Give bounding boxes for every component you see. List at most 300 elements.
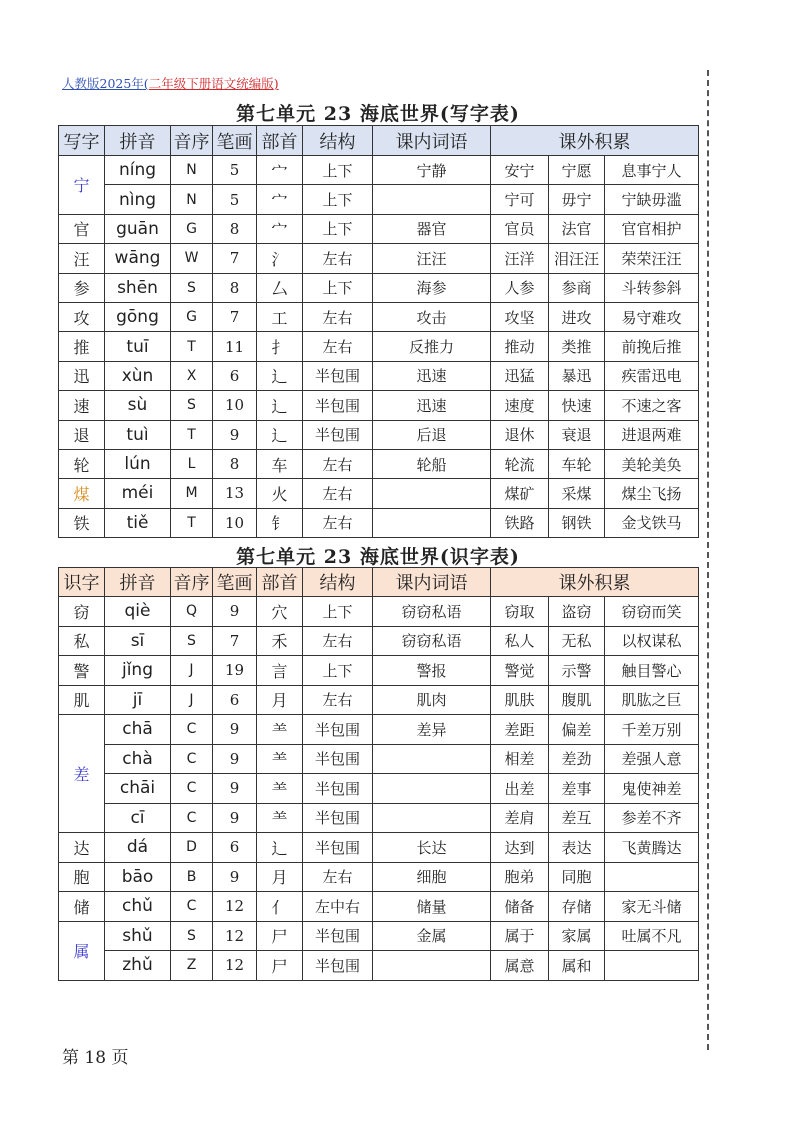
pinyin-cell: shēn [105,273,171,302]
table-row [59,361,699,390]
kewai-word-1: 差肩 [491,803,549,833]
kewai-idiom: 不速之客 [605,391,699,420]
kenei-cell: 攻击 [373,302,491,331]
pinyin-cell: nìng [105,185,171,214]
kewai-word-2: 泪汪汪 [549,244,605,273]
header-bushou: 部首 [257,568,303,597]
kewai-word-1: 储备 [491,892,549,922]
kewai-idiom: 鬼使神差 [605,774,699,804]
kewai-idiom: 参差不齐 [605,803,699,833]
table-row [59,391,699,420]
yinxu-cell: M [171,479,213,508]
kewai-word-2: 存储 [549,892,605,922]
jiegou-cell: 半包围 [303,803,373,833]
header-read-char: 识字 [59,568,105,597]
pinyin-cell: sī [105,626,171,656]
bushou-cell: 钅 [257,508,303,537]
bihua-cell: 7 [213,626,257,656]
kewai-word-1: 人参 [491,273,549,302]
char-cell: 推 [59,332,105,361]
char-cell: 铁 [59,508,105,537]
bushou-cell: 禾 [257,626,303,656]
pinyin-cell: chà [105,744,171,774]
kenei-cell [373,951,491,981]
pinyin-cell: shǔ [105,921,171,951]
pinyin-cell: méi [105,479,171,508]
header-kenei: 课内词语 [373,568,491,597]
kewai-word-1: 私人 [491,626,549,656]
pinyin-cell: zhǔ [105,951,171,981]
kewai-word-2: 进攻 [549,302,605,331]
bihua-cell: 7 [213,302,257,331]
kewai-word-1: 汪洋 [491,244,549,273]
kewai-word-1: 窃取 [491,597,549,627]
kewai-word-2: 差劲 [549,744,605,774]
kewai-idiom: 斗转参斜 [605,273,699,302]
char-cell: 属 [59,921,105,980]
table-row [59,685,699,715]
pinyin-cell: jī [105,685,171,715]
table-row [59,244,699,273]
write-table-title: 第七单元 23 海底世界(写字表) [236,103,520,125]
kewai-word-2: 盗窃 [549,597,605,627]
yinxu-cell: B [171,862,213,892]
table-row [59,892,699,922]
kewai-word-1: 官员 [491,214,549,243]
kenei-cell: 汪汪 [373,244,491,273]
yinxu-cell: D [171,833,213,863]
yinxu-cell: G [171,302,213,331]
binding-dashed-line [707,70,709,1050]
bushou-cell: 辶 [257,833,303,863]
header-yinxu: 音序 [171,568,213,597]
bihua-cell: 5 [213,185,257,214]
kewai-word-1: 攻坚 [491,302,549,331]
bushou-cell: 宀 [257,185,303,214]
kewai-word-1: 铁路 [491,508,549,537]
bihua-cell: 10 [213,508,257,537]
bushou-cell: 扌 [257,332,303,361]
kewai-idiom: 荣荣汪汪 [605,244,699,273]
jiegou-cell: 上下 [303,185,373,214]
kewai-word-1: 退休 [491,420,549,449]
bihua-cell: 6 [213,361,257,390]
kewai-word-1: 属意 [491,951,549,981]
kenei-cell: 储量 [373,892,491,922]
jiegou-cell: 半包围 [303,833,373,863]
pinyin-cell: qiè [105,597,171,627]
yinxu-cell: C [171,803,213,833]
kewai-word-1: 宁可 [491,185,549,214]
kewai-idiom: 进退两难 [605,420,699,449]
jiegou-cell: 左右 [303,479,373,508]
char-cell: 官 [59,214,105,243]
pinyin-cell: wāng [105,244,171,273]
kenei-cell: 迅速 [373,361,491,390]
kewai-word-2: 示警 [549,656,605,686]
pinyin-cell: sù [105,391,171,420]
header-kewai: 课外积累 [491,126,699,156]
yinxu-cell: S [171,626,213,656]
jiegou-cell: 半包围 [303,921,373,951]
table-row [59,508,699,537]
kenei-cell [373,744,491,774]
bihua-cell: 8 [213,214,257,243]
kewai-word-2: 衰退 [549,420,605,449]
jiegou-cell: 半包围 [303,391,373,420]
pinyin-cell: xùn [105,361,171,390]
kewai-word-2: 家属 [549,921,605,951]
kenei-cell: 窃窃私语 [373,626,491,656]
yinxu-cell: G [171,214,213,243]
kenei-cell: 肌肉 [373,685,491,715]
jiegou-cell: 上下 [303,597,373,627]
yinxu-cell: L [171,449,213,478]
pinyin-cell: chā [105,715,171,745]
table-row [59,774,699,804]
bushou-cell: ⺷ [257,744,303,774]
kewai-idiom: 触目警心 [605,656,699,686]
header-jiegou: 结构 [303,568,373,597]
kewai-word-1: 煤矿 [491,479,549,508]
kewai-word-2: 参商 [549,273,605,302]
table-row [59,479,699,508]
jiegou-cell: 半包围 [303,361,373,390]
char-cell: 差 [59,715,105,833]
bihua-cell: 9 [213,715,257,745]
char-cell: 轮 [59,449,105,478]
jiegou-cell: 上下 [303,156,373,185]
bushou-cell: 宀 [257,156,303,185]
yinxu-cell: T [171,420,213,449]
table-row [59,951,699,981]
table-row [59,656,699,686]
bihua-cell: 7 [213,244,257,273]
kenei-cell: 差异 [373,715,491,745]
pinyin-cell: gōng [105,302,171,331]
kewai-word-1: 差距 [491,715,549,745]
kewai-word-1: 速度 [491,391,549,420]
bushou-cell: 车 [257,449,303,478]
bihua-cell: 12 [213,921,257,951]
bushou-cell: 工 [257,302,303,331]
kewai-idiom [605,862,699,892]
bihua-cell: 9 [213,862,257,892]
bihua-cell: 9 [213,597,257,627]
kewai-idiom: 以权谋私 [605,626,699,656]
table-row [59,273,699,302]
kewai-idiom: 易守难攻 [605,302,699,331]
pinyin-cell: tiě [105,508,171,537]
table-row [59,597,699,627]
jiegou-cell: 半包围 [303,774,373,804]
header-bushou: 部首 [257,126,303,156]
bushou-cell: 月 [257,685,303,715]
kewai-word-2: 偏差 [549,715,605,745]
kewai-word-1: 安宁 [491,156,549,185]
pinyin-cell: tuì [105,420,171,449]
pinyin-cell: lún [105,449,171,478]
pinyin-cell: níng [105,156,171,185]
kewai-word-1: 相差 [491,744,549,774]
kewai-word-2: 属和 [549,951,605,981]
table-row [59,185,699,214]
pinyin-cell: chāi [105,774,171,804]
kewai-idiom: 息事宁人 [605,156,699,185]
kenei-cell: 反推力 [373,332,491,361]
yinxu-cell: S [171,273,213,302]
char-cell: 私 [59,626,105,656]
edition-prefix: 人教版2025年( [62,76,149,91]
kewai-idiom: 吐属不凡 [605,921,699,951]
yinxu-cell: S [171,391,213,420]
jiegou-cell: 左右 [303,244,373,273]
jiegou-cell: 左右 [303,332,373,361]
bushou-cell: 月 [257,862,303,892]
yinxu-cell: S [171,921,213,951]
bihua-cell: 12 [213,951,257,981]
char-cell: 窃 [59,597,105,627]
kenei-cell [373,774,491,804]
bihua-cell: 9 [213,420,257,449]
bushou-cell: 宀 [257,214,303,243]
kewai-word-2: 毋宁 [549,185,605,214]
kenei-cell [373,185,491,214]
table-row [59,921,699,951]
bihua-cell: 8 [213,273,257,302]
bihua-cell: 6 [213,685,257,715]
kewai-word-1: 属于 [491,921,549,951]
kenei-cell: 器官 [373,214,491,243]
kenei-cell [373,803,491,833]
kewai-word-1: 迅猛 [491,361,549,390]
kewai-idiom: 金戈铁马 [605,508,699,537]
header-pinyin: 拼音 [105,568,171,597]
kewai-word-2: 钢铁 [549,508,605,537]
pinyin-cell: tuī [105,332,171,361]
kewai-word-2: 表达 [549,833,605,863]
table-row [59,156,699,185]
jiegou-cell: 上下 [303,214,373,243]
bushou-cell: 辶 [257,361,303,390]
kewai-word-2: 同胞 [549,862,605,892]
kewai-word-2: 类推 [549,332,605,361]
bushou-cell: ⺷ [257,774,303,804]
char-cell: 速 [59,391,105,420]
yinxu-cell: Z [171,951,213,981]
kewai-word-2: 暴迅 [549,361,605,390]
kenei-cell: 海参 [373,273,491,302]
yinxu-cell: C [171,892,213,922]
kenei-cell: 轮船 [373,449,491,478]
kenei-cell: 警报 [373,656,491,686]
kewai-word-1: 达到 [491,833,549,863]
kenei-cell: 长达 [373,833,491,863]
yinxu-cell: C [171,715,213,745]
bushou-cell: 氵 [257,244,303,273]
char-cell: 胞 [59,862,105,892]
bihua-cell: 19 [213,656,257,686]
pinyin-cell: dá [105,833,171,863]
yinxu-cell: J [171,656,213,686]
kewai-word-2: 快速 [549,391,605,420]
kewai-idiom: 窃窃而笑 [605,597,699,627]
kenei-cell [373,479,491,508]
kewai-word-1: 推动 [491,332,549,361]
bushou-cell: 辶 [257,391,303,420]
bushou-cell: ⺷ [257,803,303,833]
header-yinxu: 音序 [171,126,213,156]
bihua-cell: 8 [213,449,257,478]
char-cell: 攻 [59,302,105,331]
char-cell: 警 [59,656,105,686]
pinyin-cell: cī [105,803,171,833]
kewai-idiom: 美轮美奂 [605,449,699,478]
yinxu-cell: W [171,244,213,273]
table-row [59,332,699,361]
table-row [59,862,699,892]
char-cell: 宁 [59,156,105,215]
jiegou-cell: 左右 [303,862,373,892]
read-table-header-row [59,568,699,597]
bushou-cell: 尸 [257,921,303,951]
table-row [59,626,699,656]
jiegou-cell: 左中右 [303,892,373,922]
table-row [59,715,699,745]
read-table-title: 第七单元 23 海底世界(识字表) [236,546,520,568]
kewai-word-1: 出差 [491,774,549,804]
char-cell: 退 [59,420,105,449]
edition-suffix: ) [273,76,279,91]
jiegou-cell: 左右 [303,508,373,537]
bushou-cell: 尸 [257,951,303,981]
kewai-word-2: 差互 [549,803,605,833]
bihua-cell: 13 [213,479,257,508]
header-kewai: 课外积累 [491,568,699,597]
write-table-header-row [59,126,699,156]
header-pinyin: 拼音 [105,126,171,156]
header-bihua: 笔画 [213,126,257,156]
kewai-idiom: 飞黄腾达 [605,833,699,863]
kewai-word-2: 腹肌 [549,685,605,715]
kenei-cell: 宁静 [373,156,491,185]
kewai-word-2: 宁愿 [549,156,605,185]
char-cell: 肌 [59,685,105,715]
header-kenei: 课内词语 [373,126,491,156]
bushou-cell: 火 [257,479,303,508]
bushou-cell: 亻 [257,892,303,922]
yinxu-cell: T [171,508,213,537]
bushou-cell: ⺷ [257,715,303,745]
bushou-cell: 穴 [257,597,303,627]
yinxu-cell: N [171,156,213,185]
table-row [59,449,699,478]
kewai-idiom [605,951,699,981]
kenei-cell: 后退 [373,420,491,449]
kewai-idiom: 千差万别 [605,715,699,745]
kewai-idiom: 差强人意 [605,744,699,774]
page-number: 第 18 页 [62,1048,129,1068]
bihua-cell: 6 [213,833,257,863]
kenei-cell [373,508,491,537]
jiegou-cell: 上下 [303,273,373,302]
bushou-cell: 辶 [257,420,303,449]
table-row [59,420,699,449]
read-table [58,567,699,981]
kenei-cell: 迅速 [373,391,491,420]
bihua-cell: 9 [213,774,257,804]
jiegou-cell: 半包围 [303,715,373,745]
pinyin-cell: bāo [105,862,171,892]
table-row [59,833,699,863]
bihua-cell: 5 [213,156,257,185]
yinxu-cell: C [171,774,213,804]
char-cell: 煤 [59,479,105,508]
bihua-cell: 10 [213,391,257,420]
pinyin-cell: guān [105,214,171,243]
kewai-word-2: 车轮 [549,449,605,478]
yinxu-cell: T [171,332,213,361]
jiegou-cell: 半包围 [303,951,373,981]
char-cell: 迅 [59,361,105,390]
bushou-cell: 厶 [257,273,303,302]
kenei-cell: 细胞 [373,862,491,892]
yinxu-cell: X [171,361,213,390]
bihua-cell: 12 [213,892,257,922]
kewai-word-1: 肌肤 [491,685,549,715]
table-row [59,302,699,331]
bihua-cell: 11 [213,332,257,361]
kewai-idiom: 前挽后推 [605,332,699,361]
header-bihua: 笔画 [213,568,257,597]
kenei-cell: 窃窃私语 [373,597,491,627]
kewai-idiom: 官官相护 [605,214,699,243]
kewai-idiom: 宁缺毋滥 [605,185,699,214]
header-jiegou: 结构 [303,126,373,156]
yinxu-cell: N [171,185,213,214]
char-cell: 参 [59,273,105,302]
char-cell: 汪 [59,244,105,273]
bihua-cell: 9 [213,803,257,833]
jiegou-cell: 左右 [303,685,373,715]
table-row [59,803,699,833]
jiegou-cell: 上下 [303,656,373,686]
jiegou-cell: 左右 [303,449,373,478]
kewai-word-2: 无私 [549,626,605,656]
kewai-idiom: 家无斗储 [605,892,699,922]
kewai-word-2: 采煤 [549,479,605,508]
jiegou-cell: 半包围 [303,420,373,449]
kewai-word-2: 法官 [549,214,605,243]
bihua-cell: 9 [213,744,257,774]
yinxu-cell: C [171,744,213,774]
kewai-word-1: 警觉 [491,656,549,686]
char-cell: 达 [59,833,105,863]
pinyin-cell: chǔ [105,892,171,922]
edition-grade: 二年级下册语文统编版 [148,76,274,91]
jiegou-cell: 左右 [303,302,373,331]
kewai-word-1: 胞弟 [491,862,549,892]
pinyin-cell: jǐng [105,656,171,686]
yinxu-cell: J [171,685,213,715]
jiegou-cell: 左右 [303,626,373,656]
table-row [59,214,699,243]
char-cell: 储 [59,892,105,922]
kenei-cell: 金属 [373,921,491,951]
bushou-cell: 言 [257,656,303,686]
edition-note [62,74,279,92]
kewai-word-1: 轮流 [491,449,549,478]
